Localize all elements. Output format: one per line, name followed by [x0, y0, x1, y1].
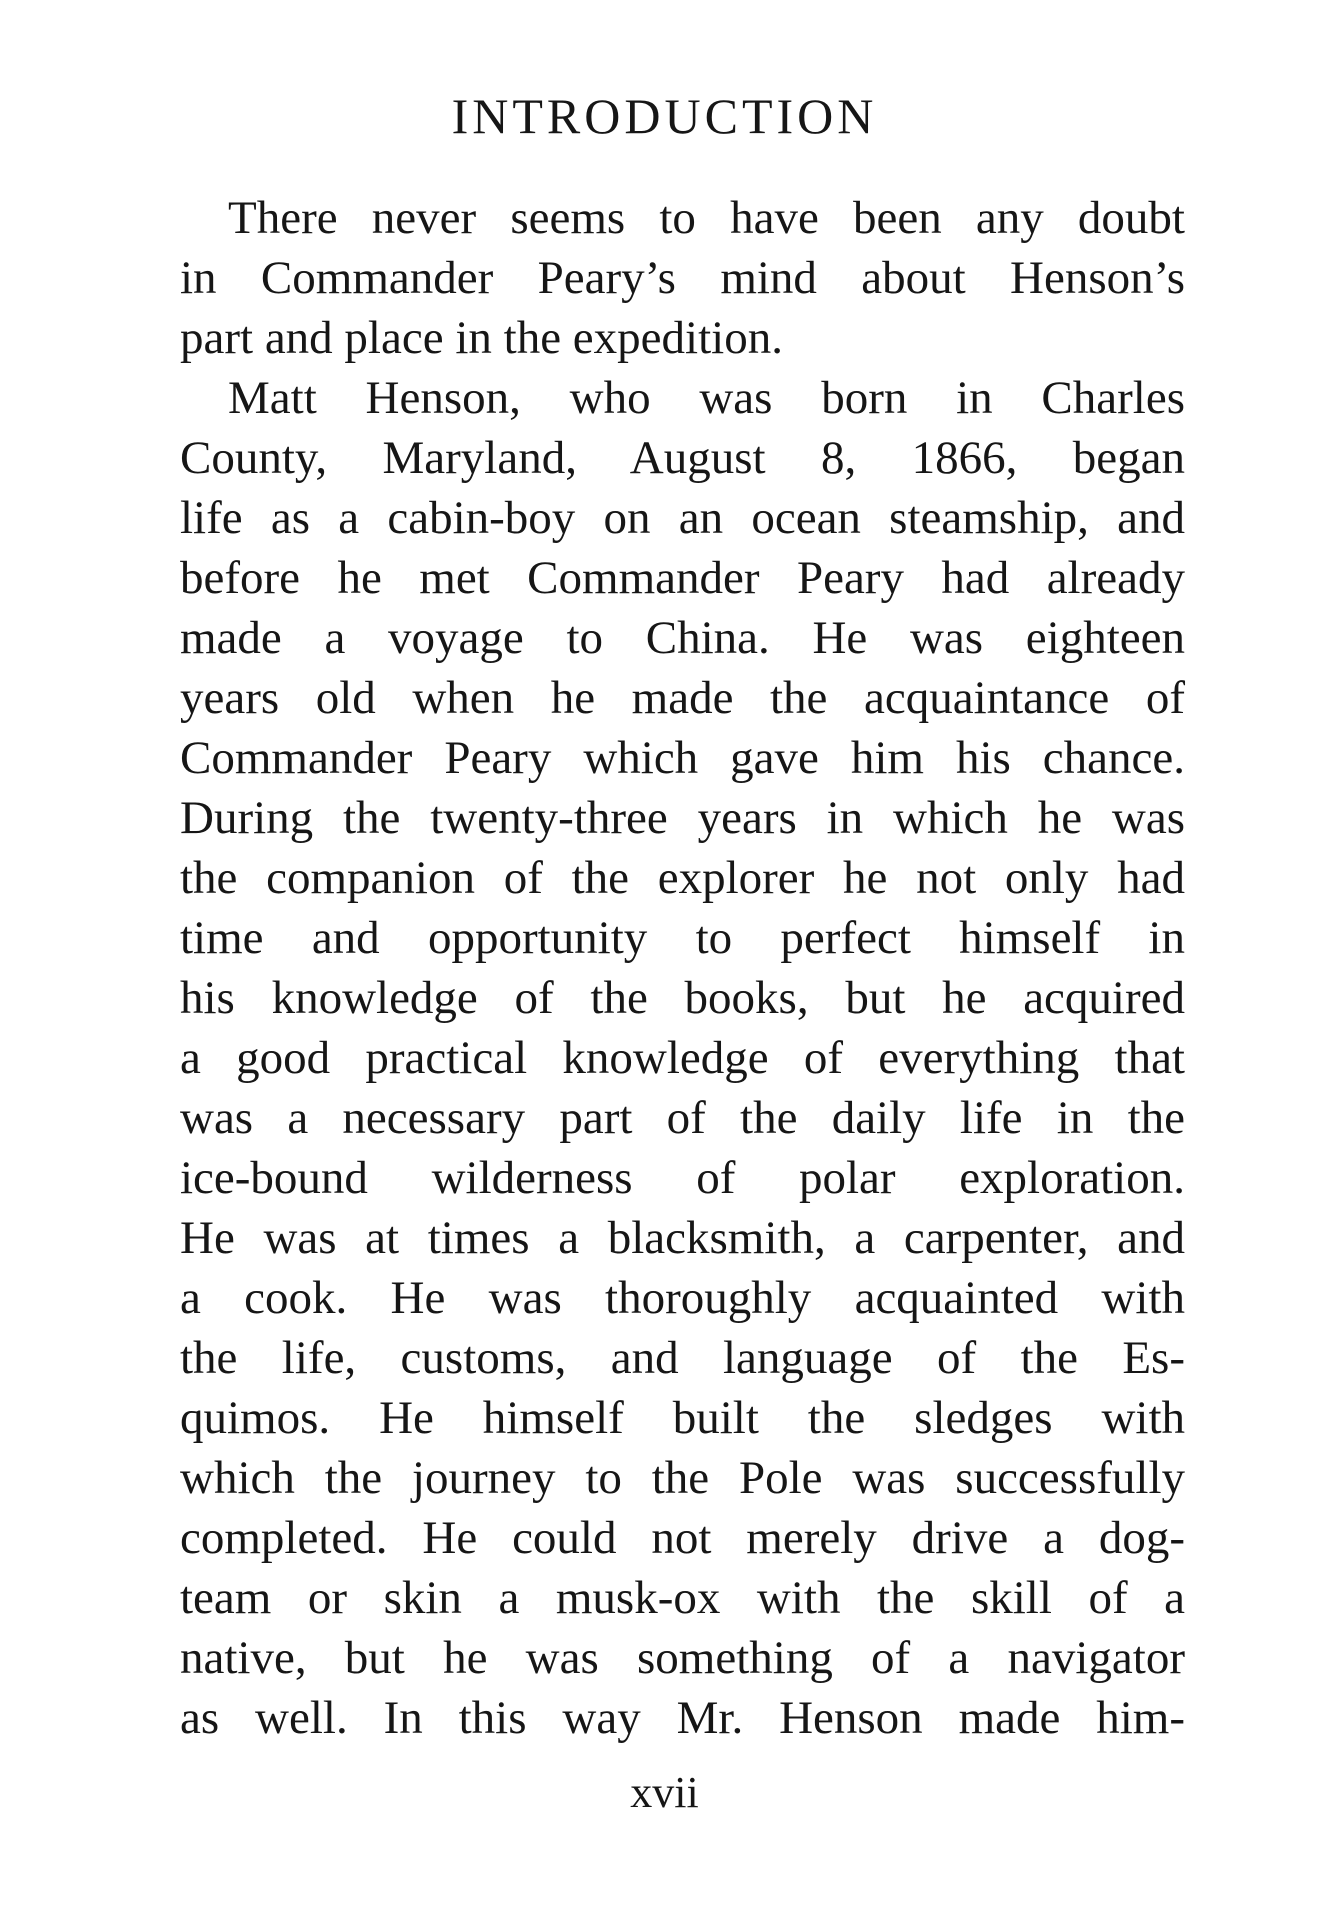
paragraph — [180, 188, 1185, 368]
text-line: quimos. He himself built the sledges with — [180, 1392, 1185, 1444]
text-line: County, Maryland, August 8, 1866, began — [180, 432, 1185, 484]
body-text — [180, 188, 1185, 1748]
text-line: a cook. He was thoroughly acquainted with — [180, 1272, 1185, 1324]
text-line: as well. In this way Mr. Henson made him- — [180, 1692, 1185, 1744]
text-line: team or skin a musk-ox with the skill of a — [180, 1572, 1185, 1624]
text-line: a good practical knowledge of everything that — [180, 1032, 1185, 1084]
text-line: made a voyage to China. He was eighteen — [180, 612, 1185, 664]
text-line: There never seems to have been any doubt — [228, 192, 1185, 244]
text-line: his knowledge of the books, but he acquired — [180, 972, 1185, 1024]
text-line: years old when he made the acquaintance of — [180, 672, 1185, 724]
text-line: During the twenty-three years in which he was — [180, 792, 1185, 844]
page-number: xvii — [630, 1768, 699, 1817]
text-line: native, but he was something of a navigator — [180, 1632, 1185, 1684]
text-line: before he met Commander Peary had already — [180, 552, 1185, 604]
paragraph — [180, 368, 1185, 1748]
text-line: in Commander Peary’s mind about Henson’s — [180, 252, 1185, 304]
text-line: Commander Peary which gave him his chance. — [180, 732, 1185, 784]
text-line: the companion of the explorer he not only had — [180, 852, 1185, 904]
text-line: ice-bound wilderness of polar exploration. — [180, 1152, 1185, 1204]
text-line: life as a cabin-boy on an ocean steamship, and — [180, 492, 1185, 544]
text-line: part and place in the expedition. — [180, 312, 783, 364]
chapter-heading: INTRODUCTION — [451, 88, 878, 144]
text-line: Matt Henson, who was born in Charles — [228, 372, 1185, 424]
text-line: the life, customs, and language of the Es- — [180, 1332, 1185, 1384]
text-line: which the journey to the Pole was successfully — [180, 1452, 1185, 1504]
text-line: was a necessary part of the daily life in the — [180, 1092, 1185, 1144]
text-line: time and opportunity to perfect himself in — [180, 912, 1185, 964]
text-line: He was at times a blacksmith, a carpenter, and — [180, 1212, 1185, 1264]
text-line: completed. He could not merely drive a dog- — [180, 1512, 1185, 1564]
